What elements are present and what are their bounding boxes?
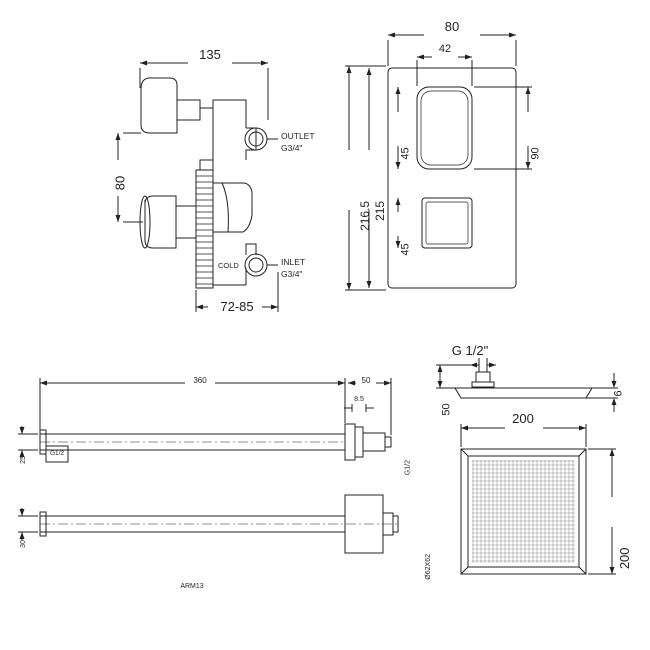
dim-head-thickness-6	[610, 371, 628, 409]
dim-handle-offset-upper-45-text: 45	[399, 146, 412, 160]
dim-head-depth-200-text: 200	[617, 547, 633, 570]
dim-valve-height-80-text: 80	[112, 175, 128, 191]
dim-connection-outlet-g12-text: G1/2	[404, 460, 412, 476]
callout-cold-label: COLD	[218, 261, 239, 270]
dim-connection-outlet-g12	[397, 448, 420, 476]
dim-arm-width-30-text: 30	[19, 540, 27, 548]
callout-inlet-thread: G3/4"	[281, 269, 303, 279]
dim-flange-thickness-8-5: 8.5	[354, 396, 364, 403]
callout-inlet-label: INLET	[281, 257, 306, 267]
dim-outlet-thread-d62x62	[412, 542, 445, 580]
dim-handle-offset-lower-45	[394, 224, 418, 262]
dim-inlet-thread-g12: G 1/2"	[451, 343, 489, 358]
dim-handle-width-42: 42	[438, 43, 452, 55]
callout-outlet-thread: G3/4"	[281, 143, 303, 153]
dim-handle-offset-upper-45	[394, 128, 418, 166]
dim-handle-offset-lower-45-text: 45	[399, 242, 412, 256]
dim-arm-height-25-text: 25	[19, 456, 27, 464]
dim-valve-height-80	[107, 168, 136, 213]
dim-valve-width-135: 135	[199, 47, 221, 62]
dim-head-thickness-6-text: 6	[612, 389, 625, 397]
dim-plate-height-215	[365, 180, 398, 221]
partcode-arm13: ARM13	[180, 583, 204, 590]
dim-plate-width-80: 80	[444, 19, 460, 34]
dim-flange-length-50: 50	[361, 376, 371, 385]
dim-handle-height-90	[524, 128, 548, 166]
dim-handle-height-90-text: 90	[529, 146, 542, 160]
dim-arm-width-30	[16, 528, 32, 552]
dim-arm-length-360: 360	[193, 376, 207, 385]
callout-outlet-label: OUTLET	[281, 131, 315, 141]
dim-connection-wall-g12: G1/2	[49, 450, 65, 457]
dim-outlet-thread-d62x62-text: Ø62X62	[424, 554, 432, 580]
dim-head-depth-200	[608, 525, 644, 570]
dim-arm-height-25	[16, 444, 32, 468]
dim-plate-height-215-text: 215	[373, 200, 388, 221]
dim-head-to-inlet-50	[435, 384, 459, 422]
dim-valve-depth-72-85: 72-85	[220, 299, 254, 314]
dim-head-to-inlet-50-text: 50	[440, 402, 453, 416]
dim-plate-height-216-5-text: 216.5	[358, 200, 373, 231]
dim-head-width-200: 200	[512, 411, 534, 426]
